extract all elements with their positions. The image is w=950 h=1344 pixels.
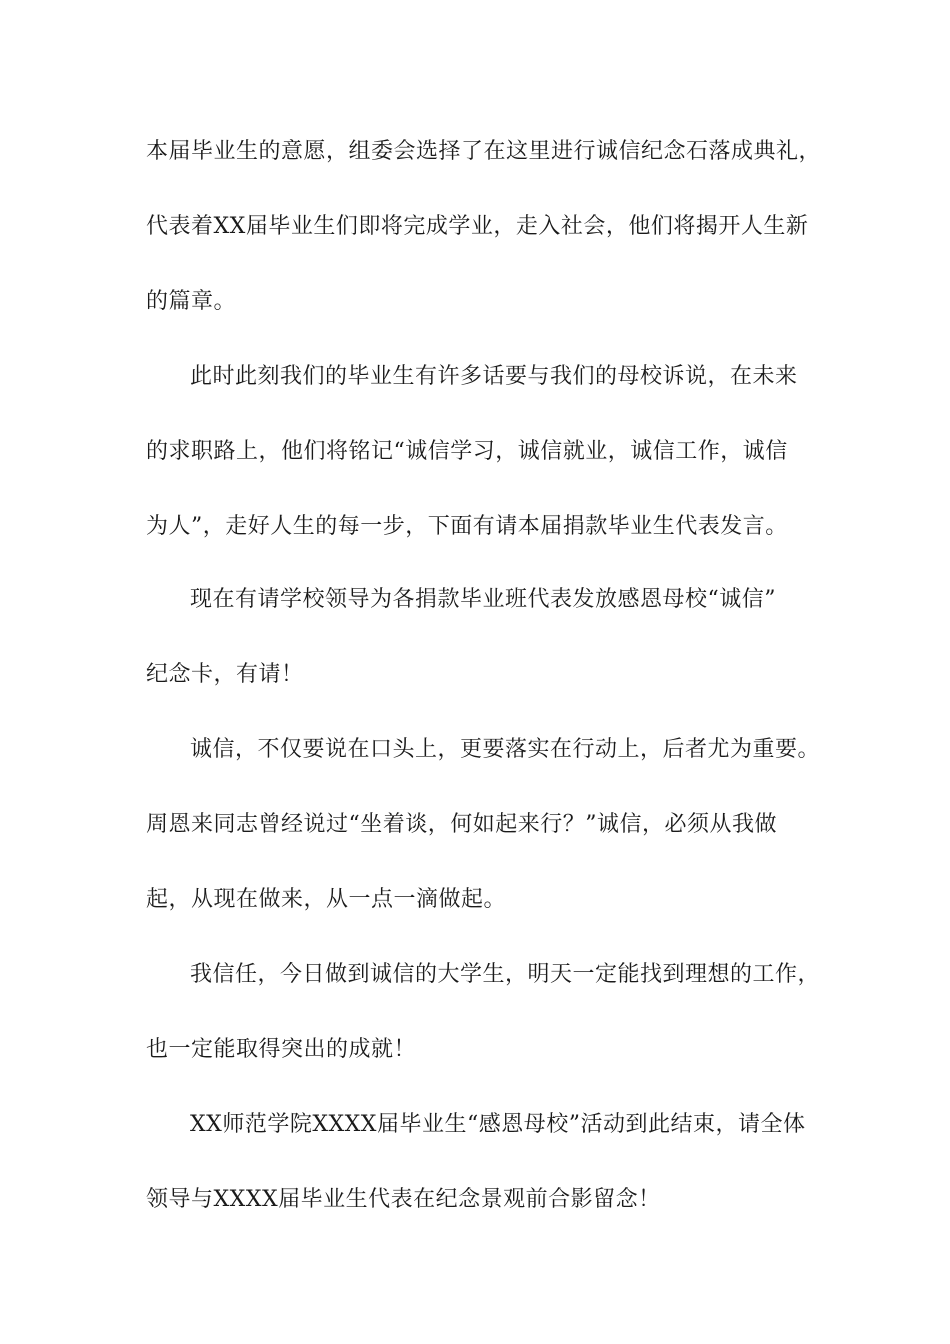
paragraph-first-line: 诚信，不仅要说在口头上，更要落实在行动上，后者尤为重要。 [190, 737, 821, 762]
text-line: 本届毕业生的意愿，组委会选择了在这里进行诚信纪念石落成典礼， [146, 139, 822, 164]
text-line: 领导与XXXX届毕业生代表在纪念景观前合影留念！ [146, 1187, 661, 1212]
paragraph-first-line: 现在有请学校领导为各捐款毕业班代表发放感恩母校“诚信” [190, 587, 776, 612]
paragraph-first-line: XX师范学院XXXX届毕业生“感恩母校”活动到此结束，请全体 [190, 1112, 806, 1137]
text-line: 的篇章。 [146, 289, 237, 314]
text-line: 周恩来同志曾经说过“坐着谈，何如起来行？”诚信，必须从我做 [146, 812, 777, 837]
text-line: 起，从现在做来，从一点一滴做起。 [146, 887, 507, 912]
text-line: 也一定能取得突出的成就！ [146, 1037, 417, 1062]
text-line: 纪念卡，有请！ [146, 662, 304, 687]
text-line: 代表着XX届毕业生们即将完成学业，走入社会，他们将揭开人生新 [146, 214, 809, 239]
text-line: 的求职路上，他们将铭记“诚信学习，诚信就业，诚信工作，诚信 [146, 439, 788, 464]
text-line: 为人”，走好人生的每一步，下面有请本届捐款毕业生代表发言。 [146, 514, 788, 539]
paragraph-first-line: 此时此刻我们的毕业生有许多话要与我们的母校诉说，在未来 [190, 364, 798, 389]
paragraph-first-line: 我信任，今日做到诚信的大学生，明天一定能找到理想的工作， [190, 962, 821, 987]
